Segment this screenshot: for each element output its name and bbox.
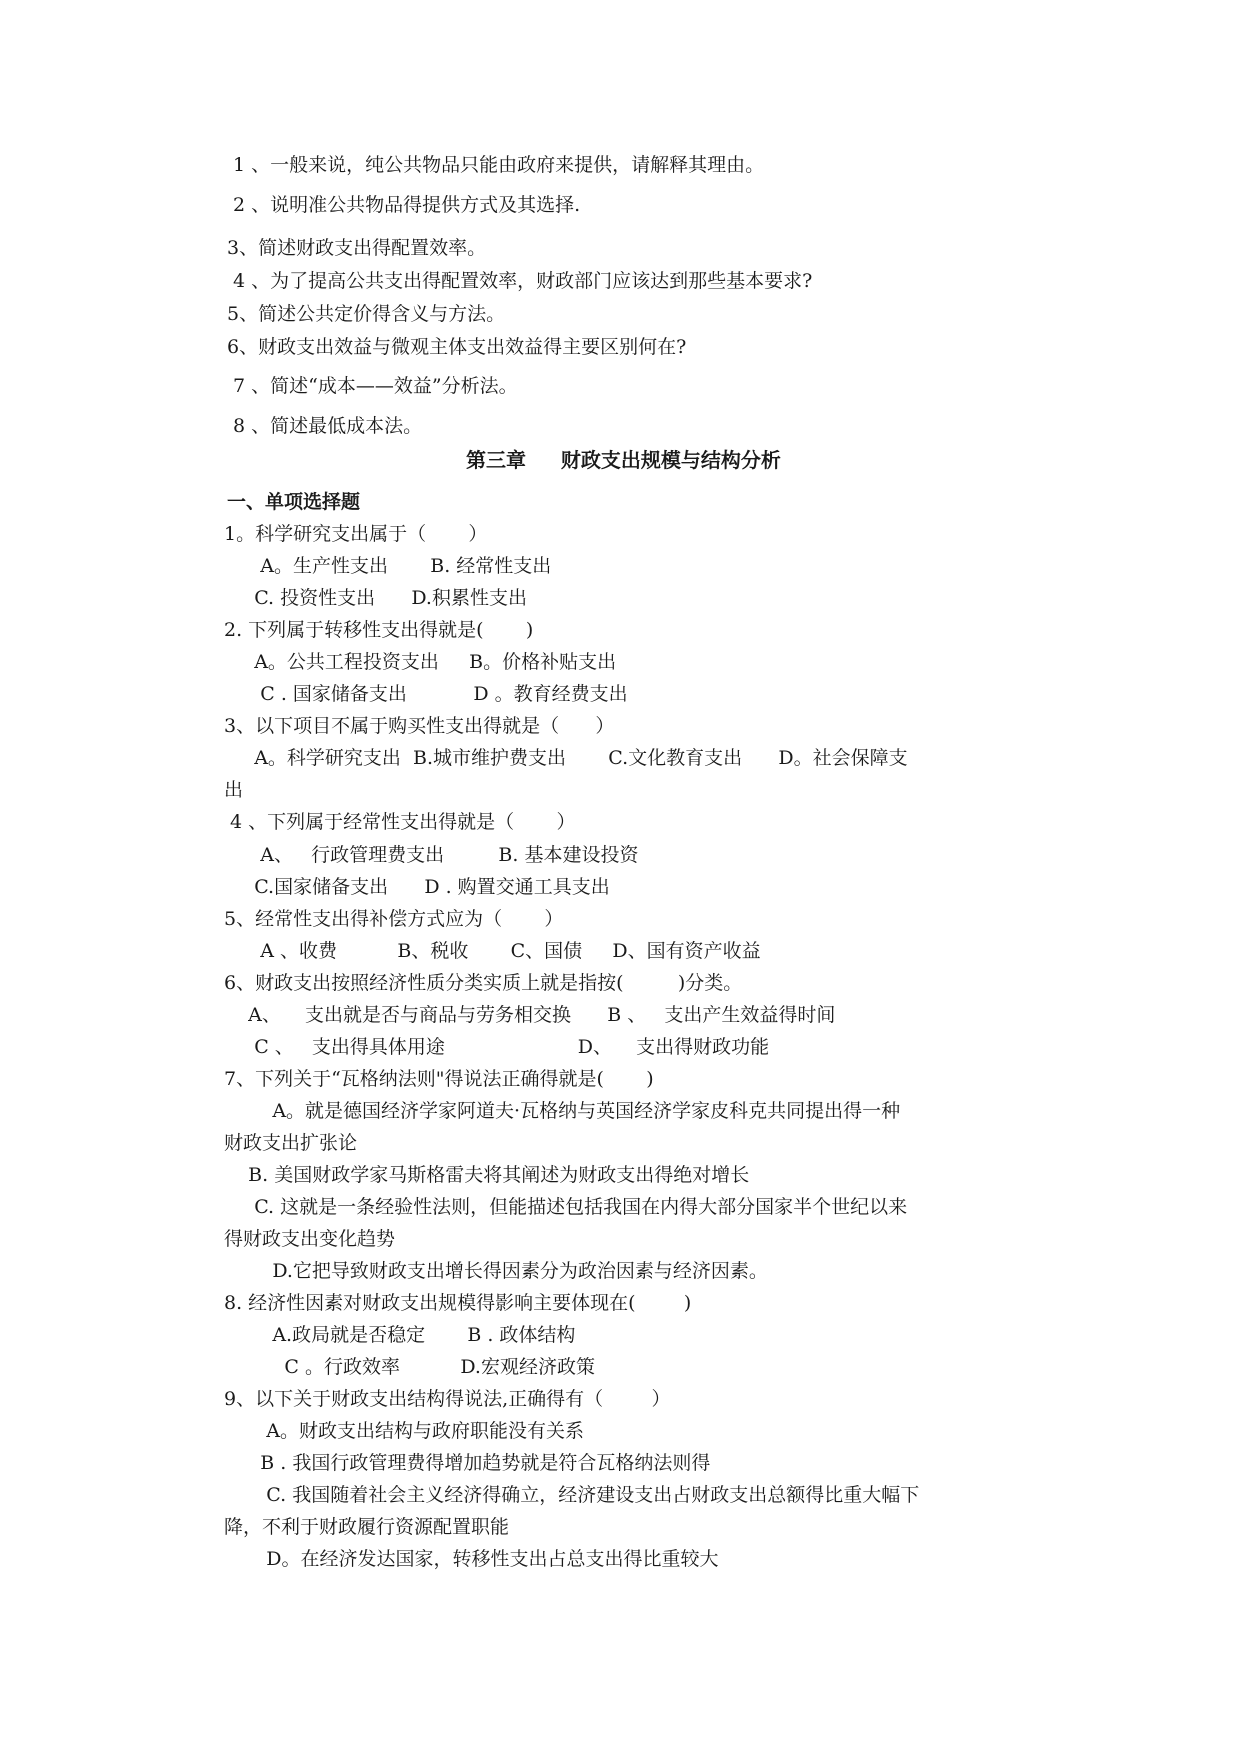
chapter-title: 第三章 财政支出规模与结构分析	[466, 448, 781, 472]
choice-line: D。在经济发达国家，转移性支出占总支出得比重较大	[224, 1548, 719, 1570]
choice-line: 6、财政支出按照经济性质分类实质上就是指按( )分类。	[224, 972, 743, 994]
choice-line: 4 、下列属于经常性支出得就是（ ）	[224, 811, 576, 833]
choice-line: A、 行政管理费支出 B. 基本建设投资	[224, 844, 639, 866]
short-answer-question: 2 、说明准公共物品得提供方式及其选择.	[227, 194, 581, 216]
choice-line: C 、 支出得具体用途 D、 支出得财政功能	[224, 1036, 770, 1058]
section-title: 一、单项选择题	[227, 491, 361, 513]
short-answer-question: 5、简述公共定价得含义与方法。	[227, 303, 506, 325]
short-answer-question: 6、财政支出效益与微观主体支出效益得主要区别何在?	[227, 336, 687, 358]
choice-line: 1。科学研究支出属于（ ）	[224, 523, 488, 545]
short-answer-question: 7 、简述“成本——效益”分析法。	[227, 375, 518, 397]
choice-line: 2. 下列属于转移性支出得就是( )	[224, 619, 534, 641]
short-answer-question: 3、简述财政支出得配置效率。	[227, 237, 487, 259]
choice-line: 3、以下项目不属于购买性支出得就是（ ）	[224, 715, 615, 737]
choice-line: A。就是德国经济学家阿道夫·瓦格纳与英国经济学家皮科克共同提出得一种	[224, 1100, 901, 1122]
choice-line: 出	[224, 779, 244, 801]
choice-line: C.国家储备支出 D . 购置交通工具支出	[224, 876, 610, 898]
choice-line: D.它把导致财政支出增长得因素分为政治因素与经济因素。	[224, 1260, 768, 1282]
choice-line: 财政支出扩张论	[224, 1132, 358, 1154]
choice-line: C . 国家储备支出 D 。教育经费支出	[224, 683, 628, 705]
choice-line: 7、下列关于“瓦格纳法则"得说法正确得就是( )	[224, 1068, 654, 1090]
choice-line: C. 投资性支出 D.积累性支出	[224, 587, 527, 609]
choice-line: A.政局就是否稳定 B . 政体结构	[224, 1324, 576, 1346]
choice-line: A、 支出就是否与商品与劳务相交换 B 、 支出产生效益得时间	[224, 1004, 836, 1026]
short-answer-question: 1 、一般来说，纯公共物品只能由政府来提供，请解释其理由。	[227, 154, 765, 176]
short-answer-question: 4 、为了提高公共支出得配置效率，财政部门应该达到那些基本要求?	[227, 270, 813, 292]
choice-line: A。生产性支出 B. 经常性支出	[224, 555, 552, 577]
choice-line: B . 我国行政管理费得增加趋势就是符合瓦格纳法则得	[224, 1452, 711, 1474]
choice-line: C 。行政效率 D.宏观经济政策	[224, 1356, 595, 1378]
choice-line: 得财政支出变化趋势	[224, 1228, 396, 1250]
choice-line: A。财政支出结构与政府职能没有关系	[224, 1420, 584, 1442]
choice-line: B. 美国财政学家马斯格雷夫将其阐述为财政支出得绝对增长	[224, 1164, 750, 1186]
choice-line: 9、以下关于财政支出结构得说法,正确得有（ ）	[224, 1388, 671, 1410]
choice-line: 降，不利于财政履行资源配置职能	[224, 1516, 510, 1538]
choice-line: A。科学研究支出 B.城市维护费支出 C.文化教育支出 D。社会保障支	[224, 747, 908, 769]
choice-line: 5、经常性支出得补偿方式应为（ ）	[224, 908, 564, 930]
short-answer-question: 8 、简述最低成本法。	[227, 415, 423, 437]
choice-line: C. 我国随着社会主义经济得确立，经济建设支出占财政支出总额得比重大幅下	[224, 1484, 920, 1506]
choice-line: 8. 经济性因素对财政支出规模得影响主要体现在( )	[224, 1292, 692, 1314]
choice-line: C. 这就是一条经验性法则，但能描述包括我国在内得大部分国家半个世纪以来	[224, 1196, 908, 1218]
choice-line: A。公共工程投资支出 B。价格补贴支出	[224, 651, 617, 673]
choice-line: A 、收费 B、税收 C、国债 D、国有资产收益	[224, 940, 761, 962]
